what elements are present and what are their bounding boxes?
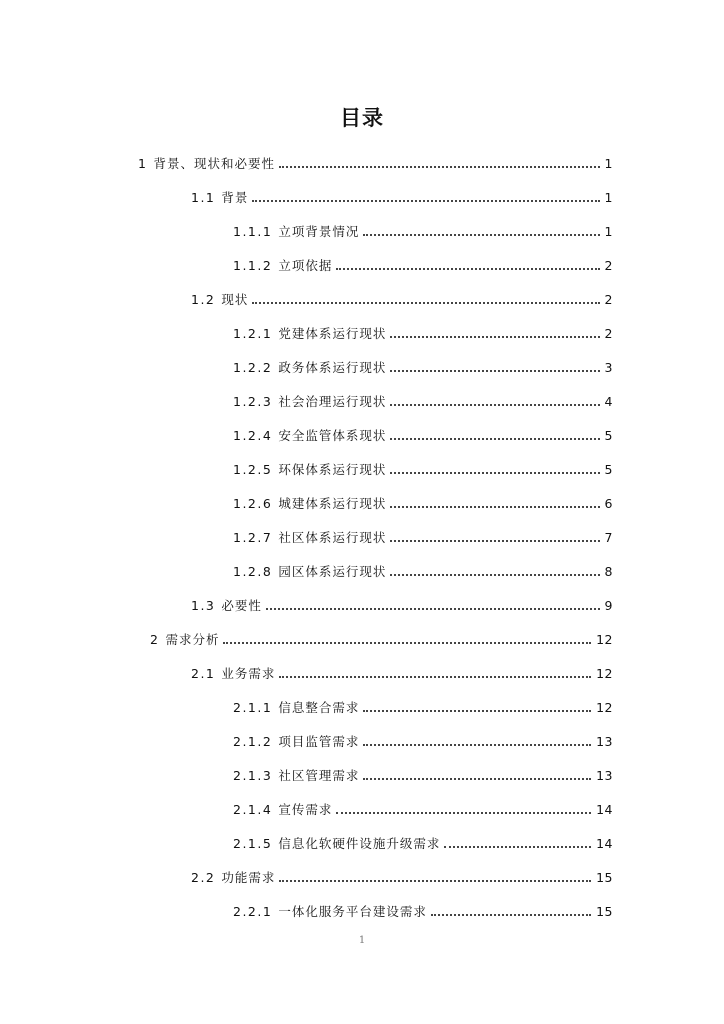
toc-entry-page-number: 1 — [604, 224, 613, 239]
toc-entry-level-3[interactable] — [233, 830, 613, 852]
toc-entry-level-3[interactable] — [233, 490, 613, 512]
toc-entry-title: 环保体系运行现状 — [278, 462, 387, 477]
toc-entry-title: 一体化服务平台建设需求 — [278, 904, 427, 919]
dot-leader — [390, 403, 599, 406]
toc-entry-title: 安全监管体系现状 — [278, 428, 387, 443]
dot-leader — [252, 301, 599, 304]
dot-leader — [336, 811, 591, 814]
toc-entry-number: 1.2.4 — [233, 428, 273, 443]
toc-entry-number: 1.2.2 — [233, 360, 273, 375]
toc-entry-title: 必要性 — [221, 598, 262, 613]
toc-entry-level-3[interactable] — [233, 694, 613, 716]
dot-leader — [223, 641, 591, 644]
toc-entry-number: 1.2.3 — [233, 394, 273, 409]
toc-entry-page-number: 13 — [596, 734, 613, 749]
toc-entry-level-3[interactable] — [233, 218, 613, 240]
toc-entry-level-3[interactable] — [233, 762, 613, 784]
dot-leader — [431, 913, 591, 916]
toc-entry-title: 背景 — [221, 190, 249, 205]
toc-entry-number: 1.3 — [191, 598, 216, 613]
toc-entry-level-3[interactable] — [233, 252, 613, 274]
dot-leader — [336, 267, 599, 270]
dot-leader — [390, 573, 599, 576]
dot-leader — [279, 165, 600, 168]
toc-entry-number: 1.1 — [191, 190, 216, 205]
toc-entry-page-number: 14 — [596, 802, 613, 817]
dot-leader — [266, 607, 600, 610]
toc-entry-level-3[interactable] — [233, 524, 613, 546]
toc-entry-number: 2 — [150, 632, 160, 647]
toc-entry-page-number: 9 — [604, 598, 613, 613]
toc-entry-page-number: 8 — [604, 564, 613, 579]
toc-entry-number: 2.2.1 — [233, 904, 273, 919]
toc-entry-number: 2.1.4 — [233, 802, 273, 817]
toc-entry-page-number: 12 — [596, 632, 613, 647]
dot-leader — [279, 675, 591, 678]
toc-entry-page-number: 2 — [604, 326, 613, 341]
toc-entry-level-2[interactable] — [191, 660, 613, 682]
toc-entry-level-3[interactable] — [233, 320, 613, 342]
toc-entry-level-3[interactable] — [233, 422, 613, 444]
toc-entry-page-number: 15 — [596, 904, 613, 919]
toc-entry-page-number: 4 — [604, 394, 613, 409]
toc-entry-level-3[interactable] — [233, 796, 613, 818]
toc-entry-level-1[interactable] — [138, 150, 613, 172]
toc-entry-title: 宣传需求 — [278, 802, 333, 817]
toc-entry-page-number: 3 — [604, 360, 613, 375]
dot-leader — [390, 369, 599, 372]
toc-entry-level-2[interactable] — [191, 864, 613, 886]
toc-entry-page-number: 7 — [604, 530, 613, 545]
toc-entry-level-3[interactable] — [233, 558, 613, 580]
toc-entry-page-number: 5 — [604, 428, 613, 443]
toc-entry-page-number: 12 — [596, 700, 613, 715]
toc-entry-title: 信息化软硬件设施升级需求 — [278, 836, 441, 851]
toc-entry-title: 背景、现状和必要性 — [153, 156, 275, 171]
toc-entry-page-number: 1 — [604, 156, 613, 171]
toc-entry-number: 2.1 — [191, 666, 216, 681]
dot-leader — [390, 437, 599, 440]
toc-entry-page-number: 15 — [596, 870, 613, 885]
toc-entry-page-number: 12 — [596, 666, 613, 681]
toc-entry-page-number: 14 — [596, 836, 613, 851]
toc-entry-level-3[interactable] — [233, 388, 613, 410]
toc-entry-title: 功能需求 — [221, 870, 276, 885]
toc-entry-page-number: 2 — [604, 292, 613, 307]
toc-entry-page-number: 5 — [604, 462, 613, 477]
dot-leader — [390, 335, 599, 338]
toc-entry-level-2[interactable] — [191, 286, 613, 308]
toc-entry-number: 2.2 — [191, 870, 216, 885]
toc-entry-title: 城建体系运行现状 — [278, 496, 387, 511]
toc-entry-number: 1 — [138, 156, 148, 171]
toc-entry-title: 现状 — [221, 292, 249, 307]
toc-entry-level-2[interactable] — [191, 592, 613, 614]
dot-leader — [390, 505, 599, 508]
dot-leader — [444, 845, 591, 848]
toc-entry-number: 2.1.2 — [233, 734, 273, 749]
toc-entry-page-number: 13 — [596, 768, 613, 783]
toc-entry-title: 社会治理运行现状 — [278, 394, 387, 409]
toc-entry-number: 1.2 — [191, 292, 216, 307]
toc-entry-title: 园区体系运行现状 — [278, 564, 387, 579]
toc-entry-number: 1.1.2 — [233, 258, 273, 273]
toc-entry-page-number: 6 — [604, 496, 613, 511]
toc-entry-number: 2.1.5 — [233, 836, 273, 851]
toc-entry-number: 1.2.6 — [233, 496, 273, 511]
toc-entry-number: 1.1.1 — [233, 224, 273, 239]
toc-entry-title: 党建体系运行现状 — [278, 326, 387, 341]
page-title: 目录 — [340, 106, 384, 130]
toc-entry-page-number: 1 — [604, 190, 613, 205]
dot-leader — [252, 199, 599, 202]
toc-entry-number: 1.2.1 — [233, 326, 273, 341]
toc-entry-level-3[interactable] — [233, 456, 613, 478]
toc-entry-title: 立项依据 — [278, 258, 333, 273]
toc-entry-level-1[interactable] — [150, 626, 613, 648]
toc-entry-title: 信息整合需求 — [278, 700, 360, 715]
dot-leader — [279, 879, 591, 882]
dot-leader — [363, 777, 591, 780]
toc-entry-title: 社区体系运行现状 — [278, 530, 387, 545]
toc-entry-title: 政务体系运行现状 — [278, 360, 387, 375]
toc-entry-title: 立项背景情况 — [278, 224, 360, 239]
toc-entry-page-number: 2 — [604, 258, 613, 273]
dot-leader — [390, 539, 599, 542]
toc-entry-level-3[interactable] — [233, 728, 613, 750]
toc-entry-number: 1.2.5 — [233, 462, 273, 477]
dot-leader — [390, 471, 599, 474]
toc-entry-level-2[interactable] — [191, 184, 613, 206]
dot-leader — [363, 743, 591, 746]
dot-leader — [363, 709, 591, 712]
page-number: 1 — [358, 935, 366, 946]
toc-entry-number: 1.2.7 — [233, 530, 273, 545]
toc-entry-number: 2.1.1 — [233, 700, 273, 715]
toc-entry-number: 2.1.3 — [233, 768, 273, 783]
toc-entry-title: 业务需求 — [221, 666, 276, 681]
toc-entry-level-3[interactable] — [233, 354, 613, 376]
toc-entry-title: 需求分析 — [165, 632, 220, 647]
dot-leader — [363, 233, 599, 236]
toc-entry-level-3[interactable] — [233, 898, 613, 920]
toc-entry-number: 1.2.8 — [233, 564, 273, 579]
toc-entry-title: 社区管理需求 — [278, 768, 360, 783]
toc-entry-title: 项目监管需求 — [278, 734, 360, 749]
